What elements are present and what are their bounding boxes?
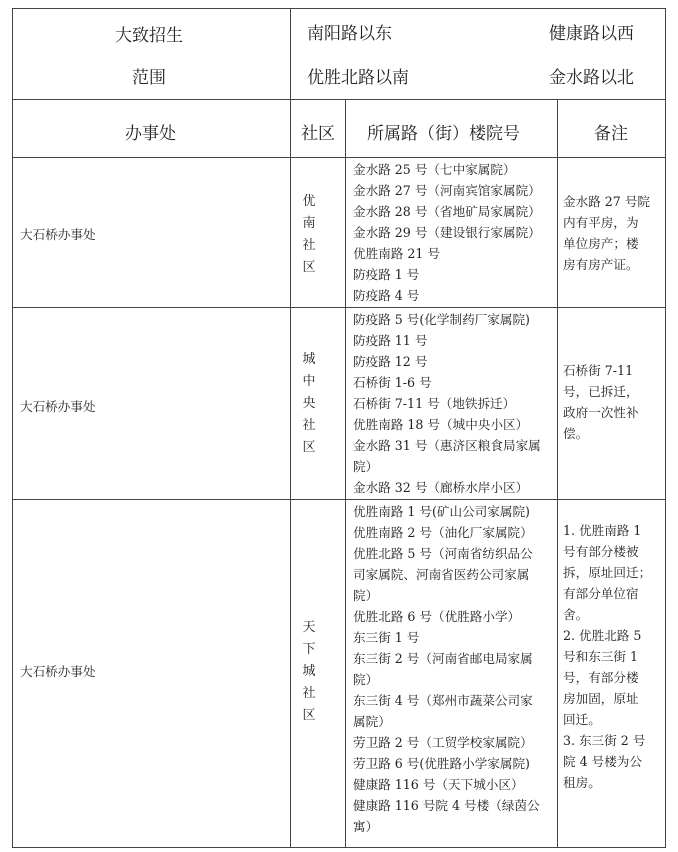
road-line: 防疫路 11 号 <box>353 333 428 348</box>
rule-summary-bottom <box>12 99 666 100</box>
road-line: 优胜南路 21 号 <box>353 246 441 261</box>
rule-after-community <box>345 99 346 848</box>
road-line: 东三街 2 号（河南省邮电局家属 <box>353 651 533 666</box>
note-line: 单位房产；楼 <box>563 236 639 251</box>
community-char: 城 <box>302 352 316 367</box>
rule-row1-bottom <box>12 307 666 308</box>
summary-label-line2: 范围 <box>132 68 166 88</box>
road-line: 优胜南路 18 号（城中央小区） <box>353 417 529 432</box>
road-line: 优胜南路 2 号（油化厂家属院） <box>353 525 533 540</box>
rule-row2-bottom <box>12 499 666 500</box>
community-char: 优 <box>302 194 316 209</box>
note-line: 拆，原址回迁； <box>563 565 652 580</box>
rule-bottom <box>12 847 666 848</box>
note-line: 房加固，原址 <box>563 691 639 706</box>
row3-community <box>298 617 320 727</box>
road-line: 防疫路 12 号 <box>353 354 428 369</box>
road-line: 东三街 4 号（郑州市蔬菜公司家 <box>353 693 533 708</box>
row1-office: 大石桥办事处 <box>20 227 96 242</box>
community-char: 区 <box>302 260 316 275</box>
row1-roads <box>353 159 561 306</box>
row3-roads <box>353 501 561 837</box>
note-line: 2. 优胜北路 5 <box>563 628 642 643</box>
road-line: 院） <box>353 672 379 687</box>
header-roads: 所属路（街）楼院号 <box>367 124 520 144</box>
rule-after-office <box>290 8 291 848</box>
note-line: 舍。 <box>563 607 589 622</box>
note-line: 1. 优胜南路 1 <box>563 523 642 538</box>
community-char: 南 <box>302 216 316 231</box>
note-line: 租房。 <box>563 775 601 790</box>
row3-notes <box>563 520 662 793</box>
rule-top <box>12 8 666 9</box>
rule-header-bottom <box>12 157 666 158</box>
community-char: 城 <box>302 664 316 679</box>
rule-left <box>12 8 13 848</box>
community-char: 区 <box>302 440 316 455</box>
bound-north-of-jinshui: 金水路以北 <box>549 68 634 88</box>
enrollment-scope-table <box>12 8 666 848</box>
road-line: 劳卫路 6 号(优胜路小学家属院) <box>353 756 530 771</box>
road-line: 司家属院、河南省医药公司家属 <box>353 567 530 582</box>
bound-west-of-jiankang: 健康路以西 <box>549 24 634 44</box>
row3-office: 大石桥办事处 <box>20 664 96 679</box>
road-line: 健康路 116 号院 4 号楼（绿茵公 <box>353 798 540 813</box>
note-line: 偿。 <box>563 426 589 441</box>
road-line: 金水路 25 号（七中家属院） <box>353 162 516 177</box>
note-line: 有部分单位宿 <box>563 586 639 601</box>
road-line: 防疫路 1 号 <box>353 267 420 282</box>
note-line: 3. 东三街 2 号 <box>563 733 646 748</box>
road-line: 石桥街 7-11 号（地铁拆迁） <box>353 396 516 411</box>
note-line: 院 4 号楼为公 <box>563 754 642 769</box>
row1-notes <box>563 191 662 275</box>
note-line: 石桥街 7-11 <box>563 363 634 378</box>
community-char: 天 <box>302 620 316 635</box>
community-char: 中 <box>302 374 316 389</box>
note-line: 内有平房，为 <box>563 215 639 230</box>
road-line: 优胜南路 1 号(矿山公司家属院) <box>353 504 530 519</box>
road-line: 属院） <box>353 714 391 729</box>
road-line: 东三街 1 号 <box>353 630 420 645</box>
road-line: 防疫路 4 号 <box>353 288 420 303</box>
note-line: 房有房产证。 <box>563 257 639 272</box>
row2-community <box>298 349 320 459</box>
note-line: 号，有部分楼 <box>563 670 639 685</box>
summary-label-line1: 大致招生 <box>115 26 183 46</box>
road-line: 金水路 28 号（省地矿局家属院） <box>353 204 541 219</box>
road-line: 石桥街 1-6 号 <box>353 375 432 390</box>
road-line: 寓） <box>353 819 379 834</box>
road-line: 金水路 32 号（廊桥水岸小区） <box>353 480 529 495</box>
note-line: 号，已拆迁， <box>563 384 639 399</box>
community-char: 央 <box>302 396 316 411</box>
road-line: 防疫路 5 号(化学制药厂家属院) <box>353 312 530 327</box>
header-notes: 备注 <box>594 124 628 144</box>
row2-notes <box>563 360 662 444</box>
road-line: 院） <box>353 588 379 603</box>
rule-right <box>665 8 666 848</box>
note-line: 回迁。 <box>563 712 601 727</box>
row1-community <box>298 191 320 279</box>
road-line: 金水路 29 号（建设银行家属院） <box>353 225 541 240</box>
note-line: 号和东三街 1 <box>563 649 638 664</box>
bound-south-of-youshengbei: 优胜北路以南 <box>307 68 409 88</box>
road-line: 健康路 116 号（天下城小区） <box>353 777 524 792</box>
row2-roads <box>353 309 561 498</box>
community-char: 下 <box>302 642 316 657</box>
row2-office: 大石桥办事处 <box>20 399 96 414</box>
note-line: 政府一次性补 <box>563 405 639 420</box>
community-char: 社 <box>302 238 316 253</box>
header-office: 办事处 <box>125 124 176 144</box>
community-char: 社 <box>302 686 316 701</box>
community-char: 社 <box>302 418 316 433</box>
header-community: 社区 <box>301 124 335 144</box>
road-line: 金水路 27 号（河南宾馆家属院） <box>353 183 541 198</box>
road-line: 院） <box>353 459 379 474</box>
road-line: 劳卫路 2 号（工贸学校家属院） <box>353 735 533 750</box>
road-line: 优胜北路 6 号（优胜路小学） <box>353 609 521 624</box>
road-line: 优胜北路 5 号（河南省纺织品公 <box>353 546 533 561</box>
note-line: 号有部分楼被 <box>563 544 639 559</box>
bound-east-of-nanyang: 南阳路以东 <box>307 24 392 44</box>
road-line: 金水路 31 号（惠济区粮食局家属 <box>353 438 541 453</box>
note-line: 金水路 27 号院 <box>563 194 651 209</box>
community-char: 区 <box>302 708 316 723</box>
